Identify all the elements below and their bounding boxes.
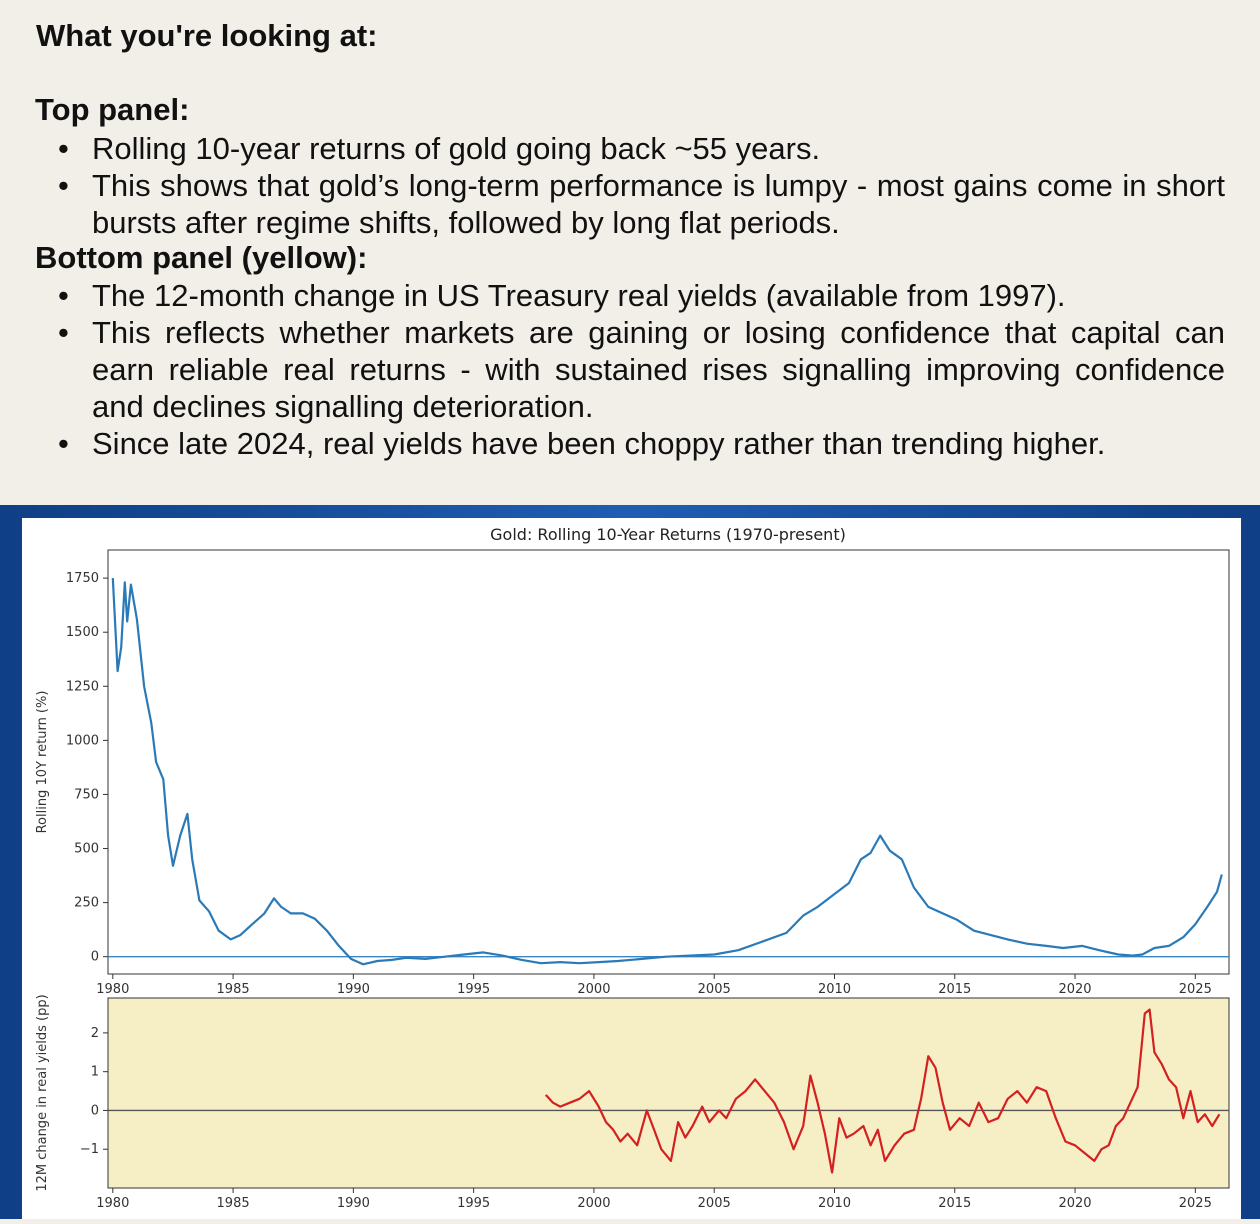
top-y-tick-label: 1750 [65, 571, 99, 587]
bottom-y-tick-label: 2 [90, 1025, 99, 1041]
bottom-x-tick-label: 2015 [938, 1196, 972, 1211]
top-x-tick-label: 2025 [1178, 982, 1212, 997]
bottom-x-tick-label: 1980 [96, 1196, 130, 1211]
top-panel-title: Top panel: [35, 92, 190, 127]
bottom-y-tick-label: 0 [90, 1103, 99, 1119]
explainer-panel [0, 0, 1260, 505]
top-x-tick-label: 1990 [336, 982, 370, 997]
bottom-x-tick-label: 1990 [336, 1196, 370, 1211]
top-x-tick-label: 2010 [817, 982, 852, 997]
bottom-y-axis-label: 12M change in real yields (pp) [35, 994, 50, 1192]
bottom-x-tick-label: 2000 [577, 1196, 611, 1211]
top-y-tick-label: 250 [74, 895, 99, 911]
bottom-x-tick-label: 1995 [457, 1196, 491, 1211]
top-chart-title: Gold: Rolling 10-Year Returns (1970-present) [490, 525, 846, 544]
top-x-tick-label: 1980 [96, 982, 130, 997]
top-y-tick-label: 1250 [65, 679, 99, 695]
bottom-x-tick-label: 2005 [697, 1196, 731, 1211]
top-y-axis-label: Rolling 10Y return (%) [35, 690, 50, 834]
chart-svg [22, 518, 1241, 1219]
top-y-tick-label: 1500 [65, 625, 99, 641]
top-y-tick-label: 500 [74, 841, 99, 857]
top-x-tick-label: 2000 [577, 982, 611, 997]
list-item: • Rolling 10-year returns of gold going back ~55 years. [58, 130, 1225, 167]
top-y-tick-label: 750 [74, 787, 99, 803]
top-panel-bullets [58, 130, 1225, 241]
top-y-tick-label: 0 [90, 949, 99, 965]
bottom-x-tick-label: 2010 [817, 1196, 852, 1211]
top-x-tick-label: 2005 [697, 982, 731, 997]
chart-canvas [22, 518, 1241, 1219]
top-x-tick-label: 2020 [1058, 982, 1092, 997]
bottom-panel-title: Bottom panel (yellow): [35, 240, 368, 275]
list-item: • Since late 2024, real yields have been choppy rather than trending higher. [58, 425, 1225, 462]
list-item: • This reflects whether markets are gaining or losing confidence that capital can earn reliable real returns - with sustained rises signalling improving confidence and declines signalling deterioration. [58, 314, 1225, 425]
top-x-tick-label: 1985 [216, 982, 250, 997]
bottom-panel-bullets [58, 277, 1225, 462]
explainer-heading: What you're looking at: [36, 18, 378, 53]
bottom-x-tick-label: 1985 [216, 1196, 250, 1211]
top-x-tick-label: 1995 [457, 982, 491, 997]
top-x-tick-label: 2015 [938, 982, 972, 997]
bottom-x-tick-label: 2025 [1178, 1196, 1212, 1211]
bottom-y-tick-label: 1 [90, 1064, 99, 1080]
top-plot-area [108, 550, 1229, 974]
bottom-x-tick-label: 2020 [1058, 1196, 1092, 1211]
bottom-y-tick-label: −1 [79, 1142, 99, 1158]
top-y-tick-label: 1000 [65, 733, 99, 749]
list-item: • The 12-month change in US Treasury real yields (available from 1997). [58, 277, 1225, 314]
list-item: • This shows that gold’s long-term performance is lumpy - most gains come in short bursts after regime shifts, followed by long flat periods. [58, 167, 1225, 241]
